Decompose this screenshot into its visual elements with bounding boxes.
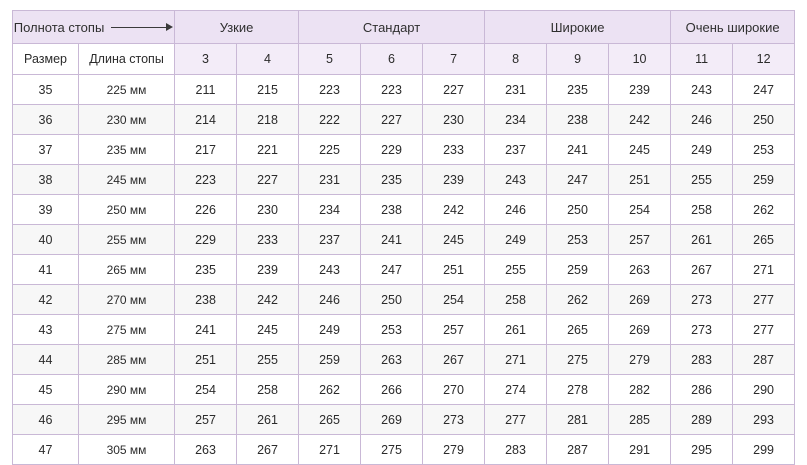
cell-fullness-value: 259 bbox=[547, 255, 609, 285]
cell-fullness-value: 227 bbox=[237, 165, 299, 195]
cell-fullness-value: 251 bbox=[609, 165, 671, 195]
cell-fullness-value: 283 bbox=[485, 435, 547, 465]
cell-fullness-value: 221 bbox=[237, 135, 299, 165]
cell-fullness-value: 258 bbox=[671, 195, 733, 225]
cell-foot-length: 245 мм bbox=[79, 165, 175, 195]
table-row bbox=[13, 135, 795, 165]
cell-fullness-value: 258 bbox=[485, 285, 547, 315]
table-row bbox=[13, 195, 795, 225]
cell-fullness-value: 227 bbox=[361, 105, 423, 135]
cell-size: 44 bbox=[13, 345, 79, 375]
table-row bbox=[13, 435, 795, 465]
cell-fullness-value: 259 bbox=[299, 345, 361, 375]
cell-fullness-value: 282 bbox=[609, 375, 671, 405]
cell-fullness-value: 238 bbox=[361, 195, 423, 225]
cell-fullness-value: 279 bbox=[609, 345, 671, 375]
cell-size: 37 bbox=[13, 135, 79, 165]
cell-fullness-value: 249 bbox=[485, 225, 547, 255]
cell-fullness-value: 233 bbox=[423, 135, 485, 165]
cell-fullness-value: 261 bbox=[237, 405, 299, 435]
cell-fullness-value: 253 bbox=[547, 225, 609, 255]
right-arrow-icon bbox=[111, 23, 173, 32]
cell-size: 35 bbox=[13, 75, 79, 105]
cell-fullness-value: 255 bbox=[671, 165, 733, 195]
cell-fullness-value: 290 bbox=[733, 375, 795, 405]
table-row bbox=[13, 105, 795, 135]
cell-fullness-value: 263 bbox=[609, 255, 671, 285]
cell-fullness-value: 226 bbox=[175, 195, 237, 225]
header-foot-length: Длина стопы bbox=[79, 44, 175, 75]
group-header-extra-wide: Очень широкие bbox=[671, 11, 795, 44]
header-fullness-10: 10 bbox=[609, 44, 671, 75]
cell-fullness-value: 243 bbox=[299, 255, 361, 285]
cell-fullness-value: 254 bbox=[609, 195, 671, 225]
cell-fullness-value: 250 bbox=[733, 105, 795, 135]
cell-size: 43 bbox=[13, 315, 79, 345]
cell-fullness-value: 273 bbox=[671, 315, 733, 345]
cell-fullness-value: 274 bbox=[485, 375, 547, 405]
header-fullness-6: 6 bbox=[361, 44, 423, 75]
cell-fullness-value: 223 bbox=[299, 75, 361, 105]
cell-fullness-value: 291 bbox=[609, 435, 671, 465]
cell-fullness-value: 270 bbox=[423, 375, 485, 405]
cell-fullness-value: 242 bbox=[237, 285, 299, 315]
fullness-label-text: Полнота стопы bbox=[13, 19, 105, 35]
cell-fullness-value: 243 bbox=[485, 165, 547, 195]
cell-fullness-value: 278 bbox=[547, 375, 609, 405]
cell-fullness-value: 242 bbox=[609, 105, 671, 135]
cell-fullness-value: 259 bbox=[733, 165, 795, 195]
cell-fullness-value: 246 bbox=[485, 195, 547, 225]
cell-fullness-value: 287 bbox=[733, 345, 795, 375]
cell-fullness-value: 281 bbox=[547, 405, 609, 435]
cell-fullness-value: 273 bbox=[671, 285, 733, 315]
cell-fullness-value: 262 bbox=[299, 375, 361, 405]
header-size: Размер bbox=[13, 44, 79, 75]
cell-fullness-value: 245 bbox=[609, 135, 671, 165]
group-header-wide: Широкие bbox=[485, 11, 671, 44]
header-fullness-12: 12 bbox=[733, 44, 795, 75]
cell-fullness-value: 215 bbox=[237, 75, 299, 105]
cell-fullness-value: 225 bbox=[299, 135, 361, 165]
cell-fullness-value: 235 bbox=[361, 165, 423, 195]
cell-fullness-value: 231 bbox=[299, 165, 361, 195]
cell-fullness-value: 227 bbox=[423, 75, 485, 105]
cell-fullness-value: 247 bbox=[361, 255, 423, 285]
cell-size: 42 bbox=[13, 285, 79, 315]
fullness-group-row bbox=[13, 11, 795, 44]
cell-fullness-value: 267 bbox=[237, 435, 299, 465]
header-fullness-8: 8 bbox=[485, 44, 547, 75]
cell-fullness-value: 265 bbox=[547, 315, 609, 345]
table-header bbox=[13, 11, 795, 75]
cell-fullness-value: 293 bbox=[733, 405, 795, 435]
table-row bbox=[13, 225, 795, 255]
cell-foot-length: 255 мм bbox=[79, 225, 175, 255]
cell-fullness-value: 249 bbox=[671, 135, 733, 165]
cell-fullness-value: 223 bbox=[175, 165, 237, 195]
cell-foot-length: 305 мм bbox=[79, 435, 175, 465]
cell-fullness-value: 237 bbox=[485, 135, 547, 165]
cell-fullness-value: 299 bbox=[733, 435, 795, 465]
cell-fullness-value: 246 bbox=[299, 285, 361, 315]
table-row bbox=[13, 285, 795, 315]
cell-size: 40 bbox=[13, 225, 79, 255]
cell-size: 46 bbox=[13, 405, 79, 435]
cell-fullness-value: 262 bbox=[733, 195, 795, 225]
header-fullness-9: 9 bbox=[547, 44, 609, 75]
cell-size: 41 bbox=[13, 255, 79, 285]
cell-fullness-value: 234 bbox=[485, 105, 547, 135]
cell-fullness-value: 253 bbox=[733, 135, 795, 165]
cell-fullness-value: 241 bbox=[361, 225, 423, 255]
cell-fullness-value: 251 bbox=[423, 255, 485, 285]
cell-fullness-value: 241 bbox=[547, 135, 609, 165]
cell-fullness-value: 238 bbox=[547, 105, 609, 135]
cell-fullness-value: 286 bbox=[671, 375, 733, 405]
cell-foot-length: 275 мм bbox=[79, 315, 175, 345]
cell-fullness-value: 249 bbox=[299, 315, 361, 345]
cell-size: 47 bbox=[13, 435, 79, 465]
shoe-size-table bbox=[12, 10, 795, 465]
cell-fullness-value: 261 bbox=[671, 225, 733, 255]
cell-fullness-value: 254 bbox=[423, 285, 485, 315]
cell-size: 36 bbox=[13, 105, 79, 135]
cell-fullness-value: 287 bbox=[547, 435, 609, 465]
cell-size: 38 bbox=[13, 165, 79, 195]
cell-foot-length: 235 мм bbox=[79, 135, 175, 165]
cell-fullness-value: 266 bbox=[361, 375, 423, 405]
cell-fullness-value: 263 bbox=[175, 435, 237, 465]
cell-fullness-value: 230 bbox=[237, 195, 299, 225]
cell-foot-length: 270 мм bbox=[79, 285, 175, 315]
cell-foot-length: 290 мм bbox=[79, 375, 175, 405]
table-row bbox=[13, 375, 795, 405]
header-fullness-3: 3 bbox=[175, 44, 237, 75]
cell-foot-length: 295 мм bbox=[79, 405, 175, 435]
cell-fullness-value: 229 bbox=[361, 135, 423, 165]
cell-fullness-value: 283 bbox=[671, 345, 733, 375]
cell-fullness-value: 257 bbox=[609, 225, 671, 255]
cell-fullness-value: 269 bbox=[609, 285, 671, 315]
cell-fullness-value: 251 bbox=[175, 345, 237, 375]
cell-fullness-value: 233 bbox=[237, 225, 299, 255]
column-header-row bbox=[13, 44, 795, 75]
cell-fullness-value: 245 bbox=[423, 225, 485, 255]
cell-foot-length: 265 мм bbox=[79, 255, 175, 285]
cell-fullness-value: 277 bbox=[733, 285, 795, 315]
cell-fullness-value: 239 bbox=[237, 255, 299, 285]
cell-fullness-value: 229 bbox=[175, 225, 237, 255]
cell-fullness-value: 275 bbox=[547, 345, 609, 375]
cell-fullness-value: 261 bbox=[485, 315, 547, 345]
cell-fullness-value: 242 bbox=[423, 195, 485, 225]
cell-fullness-value: 246 bbox=[671, 105, 733, 135]
group-header-standard: Стандарт bbox=[299, 11, 485, 44]
cell-fullness-value: 245 bbox=[237, 315, 299, 345]
cell-fullness-value: 267 bbox=[423, 345, 485, 375]
group-header-narrow: Узкие bbox=[175, 11, 299, 44]
cell-foot-length: 250 мм bbox=[79, 195, 175, 225]
cell-fullness-value: 265 bbox=[733, 225, 795, 255]
table-row bbox=[13, 75, 795, 105]
cell-fullness-value: 269 bbox=[609, 315, 671, 345]
cell-fullness-value: 250 bbox=[361, 285, 423, 315]
cell-size: 45 bbox=[13, 375, 79, 405]
cell-fullness-value: 254 bbox=[175, 375, 237, 405]
cell-size: 39 bbox=[13, 195, 79, 225]
cell-fullness-value: 241 bbox=[175, 315, 237, 345]
table-row bbox=[13, 315, 795, 345]
table-row bbox=[13, 255, 795, 285]
cell-fullness-value: 273 bbox=[423, 405, 485, 435]
cell-fullness-value: 269 bbox=[361, 405, 423, 435]
cell-fullness-value: 239 bbox=[423, 165, 485, 195]
cell-fullness-value: 243 bbox=[671, 75, 733, 105]
header-fullness-5: 5 bbox=[299, 44, 361, 75]
cell-fullness-value: 247 bbox=[547, 165, 609, 195]
header-fullness-7: 7 bbox=[423, 44, 485, 75]
cell-fullness-value: 231 bbox=[485, 75, 547, 105]
cell-foot-length: 225 мм bbox=[79, 75, 175, 105]
cell-fullness-value: 263 bbox=[361, 345, 423, 375]
cell-fullness-value: 285 bbox=[609, 405, 671, 435]
fullness-label-cell bbox=[13, 11, 175, 44]
table-row bbox=[13, 405, 795, 435]
cell-fullness-value: 237 bbox=[299, 225, 361, 255]
cell-fullness-value: 235 bbox=[547, 75, 609, 105]
cell-fullness-value: 277 bbox=[733, 315, 795, 345]
cell-fullness-value: 262 bbox=[547, 285, 609, 315]
cell-fullness-value: 247 bbox=[733, 75, 795, 105]
cell-fullness-value: 255 bbox=[237, 345, 299, 375]
cell-fullness-value: 258 bbox=[237, 375, 299, 405]
cell-fullness-value: 265 bbox=[299, 405, 361, 435]
cell-fullness-value: 257 bbox=[423, 315, 485, 345]
cell-fullness-value: 238 bbox=[175, 285, 237, 315]
cell-foot-length: 285 мм bbox=[79, 345, 175, 375]
cell-fullness-value: 211 bbox=[175, 75, 237, 105]
cell-fullness-value: 218 bbox=[237, 105, 299, 135]
header-fullness-11: 11 bbox=[671, 44, 733, 75]
cell-fullness-value: 253 bbox=[361, 315, 423, 345]
cell-fullness-value: 271 bbox=[485, 345, 547, 375]
cell-fullness-value: 257 bbox=[175, 405, 237, 435]
cell-fullness-value: 277 bbox=[485, 405, 547, 435]
cell-fullness-value: 271 bbox=[733, 255, 795, 285]
cell-fullness-value: 217 bbox=[175, 135, 237, 165]
cell-fullness-value: 295 bbox=[671, 435, 733, 465]
cell-fullness-value: 271 bbox=[299, 435, 361, 465]
cell-fullness-value: 267 bbox=[671, 255, 733, 285]
cell-fullness-value: 222 bbox=[299, 105, 361, 135]
header-fullness-4: 4 bbox=[237, 44, 299, 75]
table-row bbox=[13, 345, 795, 375]
cell-fullness-value: 289 bbox=[671, 405, 733, 435]
cell-fullness-value: 235 bbox=[175, 255, 237, 285]
table-body bbox=[13, 75, 795, 465]
cell-fullness-value: 250 bbox=[547, 195, 609, 225]
cell-fullness-value: 279 bbox=[423, 435, 485, 465]
cell-fullness-value: 239 bbox=[609, 75, 671, 105]
cell-foot-length: 230 мм bbox=[79, 105, 175, 135]
cell-fullness-value: 255 bbox=[485, 255, 547, 285]
cell-fullness-value: 230 bbox=[423, 105, 485, 135]
table-row bbox=[13, 165, 795, 195]
cell-fullness-value: 214 bbox=[175, 105, 237, 135]
cell-fullness-value: 275 bbox=[361, 435, 423, 465]
cell-fullness-value: 223 bbox=[361, 75, 423, 105]
cell-fullness-value: 234 bbox=[299, 195, 361, 225]
